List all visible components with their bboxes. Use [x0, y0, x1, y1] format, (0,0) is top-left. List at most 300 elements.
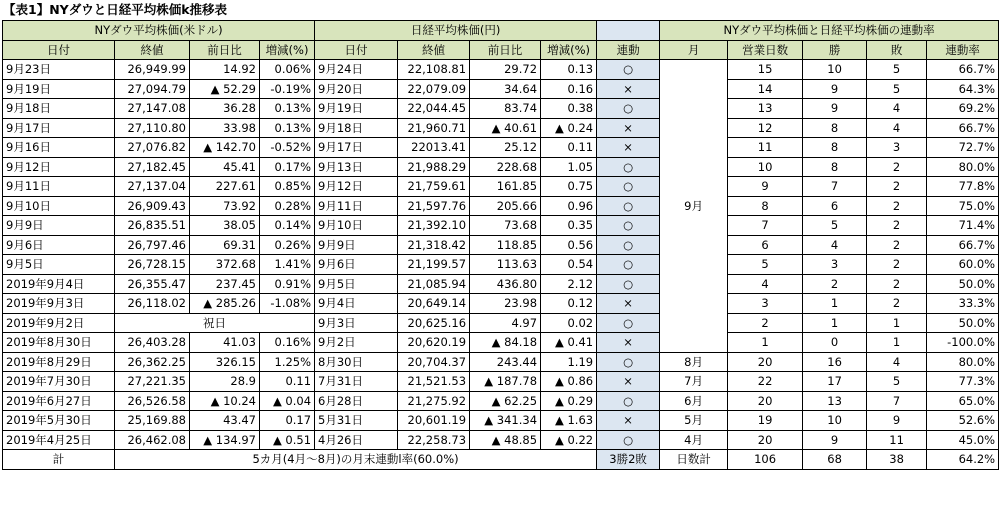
nk-date-cell: 9月17日: [315, 138, 398, 158]
days-cell: 6: [728, 235, 803, 255]
table-row: [3, 138, 999, 158]
days-cell: 15: [728, 60, 803, 80]
table-row: [3, 157, 999, 177]
rate-cell: 65.0%: [927, 391, 999, 411]
ny-pct-cell: 0.16%: [260, 333, 315, 353]
ny-pct-cell: 0.28%: [260, 196, 315, 216]
col-lose: 敗: [867, 40, 927, 60]
footer-label: 計: [3, 450, 115, 470]
rate-cell: 33.3%: [927, 294, 999, 314]
lose-cell: 2: [867, 294, 927, 314]
nk-prev-cell: 113.63: [470, 255, 541, 275]
win-cell: 9: [803, 99, 867, 119]
days-cell: 20: [728, 430, 803, 450]
col-nk-pct: 増減(%): [541, 40, 597, 60]
nk-pct-cell: 0.13: [541, 60, 597, 80]
ny-holiday-cell: 祝日: [115, 313, 315, 333]
rate-cell: -100.0%: [927, 333, 999, 353]
ny-prev-cell: 28.9: [190, 372, 260, 392]
link-cell: ○: [597, 216, 660, 236]
link-cell: ○: [597, 235, 660, 255]
link-cell: ×: [597, 138, 660, 158]
nk-date-cell: 9月2日: [315, 333, 398, 353]
nk-prev-cell: 228.68: [470, 157, 541, 177]
rate-cell: 72.7%: [927, 138, 999, 158]
month-cell: 6月: [660, 391, 728, 411]
link-cell: ×: [597, 294, 660, 314]
win-cell: 8: [803, 138, 867, 158]
rate-cell: 71.4%: [927, 216, 999, 236]
ny-prev-cell: ▲ 134.97: [190, 430, 260, 450]
nk-pct-cell: 0.12: [541, 294, 597, 314]
win-cell: 4: [803, 235, 867, 255]
ny-date-cell: 9月10日: [3, 196, 115, 216]
lose-cell: 5: [867, 372, 927, 392]
ny-date-cell: 9月5日: [3, 255, 115, 275]
nk-prev-cell: ▲ 187.78: [470, 372, 541, 392]
nk-close-cell: 21,199.57: [398, 255, 470, 275]
nk-date-cell: 9月24日: [315, 60, 398, 80]
table-row: [3, 391, 999, 411]
footer-lose: 38: [867, 450, 927, 470]
days-cell: 20: [728, 391, 803, 411]
win-cell: 16: [803, 352, 867, 372]
nk-prev-cell: 29.72: [470, 60, 541, 80]
ny-prev-cell: ▲ 285.26: [190, 294, 260, 314]
nk-prev-cell: 436.80: [470, 274, 541, 294]
ny-date-cell: 9月17日: [3, 118, 115, 138]
footer-win: 68: [803, 450, 867, 470]
ny-pct-cell: 0.13%: [260, 99, 315, 119]
nk-pct-cell: 0.38: [541, 99, 597, 119]
days-cell: 4: [728, 274, 803, 294]
month-cell: 4月: [660, 430, 728, 450]
table-row: [3, 177, 999, 197]
ny-date-cell: 9月19日: [3, 79, 115, 99]
ny-pct-cell: 0.06%: [260, 60, 315, 80]
nk-date-cell: 9月19日: [315, 99, 398, 119]
lose-cell: 2: [867, 274, 927, 294]
win-cell: 7: [803, 177, 867, 197]
nk-close-cell: 21,597.76: [398, 196, 470, 216]
rate-group-header: NYダウ平均株価と日経平均株価の連動率: [660, 21, 999, 41]
nk-date-cell: 6月28日: [315, 391, 398, 411]
win-cell: 8: [803, 118, 867, 138]
nk-prev-cell: 243.44: [470, 352, 541, 372]
ny-date-cell: 2019年8月30日: [3, 333, 115, 353]
ny-prev-cell: 38.05: [190, 216, 260, 236]
table-row: [3, 99, 999, 119]
ny-close-cell: 26,835.51: [115, 216, 190, 236]
days-cell: 20: [728, 352, 803, 372]
ny-date-cell: 2019年7月30日: [3, 372, 115, 392]
table-row: [3, 313, 999, 333]
col-month: 月: [660, 40, 728, 60]
nk-prev-cell: 23.98: [470, 294, 541, 314]
ny-pct-cell: -0.19%: [260, 79, 315, 99]
month-cell: 5月: [660, 411, 728, 431]
nk-date-cell: 7月31日: [315, 372, 398, 392]
nk-pct-cell: ▲ 1.63: [541, 411, 597, 431]
link-cell: ○: [597, 430, 660, 450]
win-cell: 1: [803, 294, 867, 314]
link-cell: ×: [597, 118, 660, 138]
col-nk-date: 日付: [315, 40, 398, 60]
lose-cell: 9: [867, 411, 927, 431]
nk-pct-cell: 0.11: [541, 138, 597, 158]
ny-date-cell: 2019年8月29日: [3, 352, 115, 372]
ny-close-cell: 27,147.08: [115, 99, 190, 119]
win-cell: 13: [803, 391, 867, 411]
win-cell: 9: [803, 430, 867, 450]
nk-pct-cell: ▲ 0.86: [541, 372, 597, 392]
ny-prev-cell: 237.45: [190, 274, 260, 294]
nk-pct-cell: ▲ 0.24: [541, 118, 597, 138]
nk-prev-cell: ▲ 341.34: [470, 411, 541, 431]
nk-close-cell: 21,759.61: [398, 177, 470, 197]
ny-close-cell: 27,076.82: [115, 138, 190, 158]
nk-pct-cell: 0.75: [541, 177, 597, 197]
nk-date-cell: 9月12日: [315, 177, 398, 197]
nk-prev-cell: ▲ 84.18: [470, 333, 541, 353]
nk-prev-cell: ▲ 62.25: [470, 391, 541, 411]
win-cell: 3: [803, 255, 867, 275]
table-row: [3, 352, 999, 372]
nk-pct-cell: 0.96: [541, 196, 597, 216]
lose-cell: 5: [867, 79, 927, 99]
ny-date-cell: 2019年9月4日: [3, 274, 115, 294]
rate-cell: 45.0%: [927, 430, 999, 450]
lose-cell: 2: [867, 157, 927, 177]
table-row: [3, 216, 999, 236]
ny-close-cell: 26,909.43: [115, 196, 190, 216]
ny-close-cell: 27,221.35: [115, 372, 190, 392]
nk-close-cell: 22,044.45: [398, 99, 470, 119]
link-cell: ○: [597, 99, 660, 119]
days-cell: 1: [728, 333, 803, 353]
days-cell: 3: [728, 294, 803, 314]
ny-pct-cell: 0.91%: [260, 274, 315, 294]
ny-date-cell: 2019年9月2日: [3, 313, 115, 333]
days-cell: 7: [728, 216, 803, 236]
nk-close-cell: 20,601.19: [398, 411, 470, 431]
nk-pct-cell: ▲ 0.29: [541, 391, 597, 411]
nk-prev-cell: 118.85: [470, 235, 541, 255]
win-cell: 2: [803, 274, 867, 294]
ny-close-cell: 26,118.02: [115, 294, 190, 314]
win-cell: 9: [803, 79, 867, 99]
nk-date-cell: 9月10日: [315, 216, 398, 236]
ny-prev-cell: ▲ 142.70: [190, 138, 260, 158]
days-cell: 22: [728, 372, 803, 392]
win-cell: 1: [803, 313, 867, 333]
nk-close-cell: 21,521.53: [398, 372, 470, 392]
nk-date-cell: 5月31日: [315, 411, 398, 431]
table-row: [3, 333, 999, 353]
table-row: [3, 235, 999, 255]
lose-cell: 2: [867, 255, 927, 275]
days-cell: 13: [728, 99, 803, 119]
lose-cell: 5: [867, 60, 927, 80]
rate-cell: 50.0%: [927, 313, 999, 333]
month-cell: 8月: [660, 352, 728, 372]
ny-close-cell: 26,526.58: [115, 391, 190, 411]
ny-close-cell: 26,355.47: [115, 274, 190, 294]
rate-cell: 80.0%: [927, 157, 999, 177]
ny-pct-cell: 0.14%: [260, 216, 315, 236]
nk-close-cell: 20,620.19: [398, 333, 470, 353]
nk-prev-cell: ▲ 48.85: [470, 430, 541, 450]
footer-days-label: 日数計: [660, 450, 728, 470]
lose-cell: 4: [867, 352, 927, 372]
lose-cell: 4: [867, 99, 927, 119]
rate-cell: 77.3%: [927, 372, 999, 392]
rate-cell: 66.7%: [927, 118, 999, 138]
ny-date-cell: 9月11日: [3, 177, 115, 197]
month-cell: 7月: [660, 372, 728, 392]
days-cell: 10: [728, 157, 803, 177]
win-cell: 10: [803, 60, 867, 80]
table-caption: 【表1】NYダウと日経平均株価k推移表: [3, 2, 228, 17]
lose-cell: 1: [867, 333, 927, 353]
win-cell: 8: [803, 157, 867, 177]
ny-pct-cell: 1.25%: [260, 352, 315, 372]
lose-cell: 2: [867, 235, 927, 255]
ny-pct-cell: 0.11: [260, 372, 315, 392]
table-row: [3, 372, 999, 392]
col-ny-prev: 前日比: [190, 40, 260, 60]
days-cell: 2: [728, 313, 803, 333]
link-cell: ○: [597, 352, 660, 372]
ny-date-cell: 9月16日: [3, 138, 115, 158]
col-nk-prev: 前日比: [470, 40, 541, 60]
table-row: [3, 430, 999, 450]
ny-date-cell: 9月9日: [3, 216, 115, 236]
ny-pct-cell: 0.85%: [260, 177, 315, 197]
nk-close-cell: 21,085.94: [398, 274, 470, 294]
rate-cell: 75.0%: [927, 196, 999, 216]
win-cell: 6: [803, 196, 867, 216]
lose-cell: 2: [867, 216, 927, 236]
nk-pct-cell: 0.16: [541, 79, 597, 99]
lose-cell: 3: [867, 138, 927, 158]
col-ny-date: 日付: [3, 40, 115, 60]
nk-prev-cell: 83.74: [470, 99, 541, 119]
stock-table: [2, 20, 999, 470]
nk-pct-cell: 0.35: [541, 216, 597, 236]
nk-close-cell: 22,258.73: [398, 430, 470, 450]
nk-prev-cell: 34.64: [470, 79, 541, 99]
nk-date-cell: 9月11日: [315, 196, 398, 216]
link-cell: ×: [597, 411, 660, 431]
nk-close-cell: 21,275.92: [398, 391, 470, 411]
nk-close-cell: 21,318.42: [398, 235, 470, 255]
nk-date-cell: 9月20日: [315, 79, 398, 99]
ny-close-cell: 26,403.28: [115, 333, 190, 353]
nk-close-cell: 20,649.14: [398, 294, 470, 314]
table-row: [3, 60, 999, 80]
ny-prev-cell: ▲ 10.24: [190, 391, 260, 411]
nk-prev-cell: ▲ 40.61: [470, 118, 541, 138]
table-row: [3, 411, 999, 431]
footer-rate: 64.2%: [927, 450, 999, 470]
ny-pct-cell: ▲ 0.51: [260, 430, 315, 450]
ny-close-cell: 27,137.04: [115, 177, 190, 197]
ny-date-cell: 9月6日: [3, 235, 115, 255]
rate-cell: 60.0%: [927, 255, 999, 275]
nk-close-cell: 21,988.29: [398, 157, 470, 177]
nk-group-header: 日経平均株価(円): [315, 21, 597, 41]
nk-pct-cell: 0.02: [541, 313, 597, 333]
ny-date-cell: 9月18日: [3, 99, 115, 119]
ny-prev-cell: 43.47: [190, 411, 260, 431]
ny-pct-cell: 0.26%: [260, 235, 315, 255]
win-cell: 17: [803, 372, 867, 392]
col-nk-close: 終値: [398, 40, 470, 60]
nk-prev-cell: 4.97: [470, 313, 541, 333]
rate-cell: 52.6%: [927, 411, 999, 431]
link-cell: ○: [597, 391, 660, 411]
nk-date-cell: 9月13日: [315, 157, 398, 177]
ny-date-cell: 2019年6月27日: [3, 391, 115, 411]
lose-cell: 2: [867, 177, 927, 197]
ny-prev-cell: 45.41: [190, 157, 260, 177]
nk-pct-cell: 0.56: [541, 235, 597, 255]
ny-prev-cell: 36.28: [190, 99, 260, 119]
rate-cell: 77.8%: [927, 177, 999, 197]
rate-cell: 66.7%: [927, 235, 999, 255]
days-cell: 19: [728, 411, 803, 431]
footer-link: 3勝2敗: [597, 450, 660, 470]
footer-summary: 5カ月(4月～8月)の月末連動l率(60.0%): [115, 450, 597, 470]
ny-close-cell: 26,362.25: [115, 352, 190, 372]
link-cell: ×: [597, 79, 660, 99]
table-row: [3, 118, 999, 138]
nk-close-cell: 22,108.81: [398, 60, 470, 80]
link-cell: ○: [597, 274, 660, 294]
ny-date-cell: 2019年4月25日: [3, 430, 115, 450]
nk-date-cell: 9月3日: [315, 313, 398, 333]
nk-pct-cell: 1.05: [541, 157, 597, 177]
days-cell: 9: [728, 177, 803, 197]
ny-prev-cell: 33.98: [190, 118, 260, 138]
lose-cell: 11: [867, 430, 927, 450]
nk-date-cell: 9月18日: [315, 118, 398, 138]
ny-close-cell: 26,797.46: [115, 235, 190, 255]
nk-date-cell: 9月9日: [315, 235, 398, 255]
ny-pct-cell: -1.08%: [260, 294, 315, 314]
link-cell: ○: [597, 313, 660, 333]
nk-close-cell: 21,392.10: [398, 216, 470, 236]
link-cell: ○: [597, 177, 660, 197]
ny-prev-cell: 73.92: [190, 196, 260, 216]
ny-date-cell: 9月12日: [3, 157, 115, 177]
lose-cell: 4: [867, 118, 927, 138]
ny-date-cell: 9月23日: [3, 60, 115, 80]
link-cell: ×: [597, 372, 660, 392]
ny-pct-cell: 0.17: [260, 411, 315, 431]
ny-date-cell: 2019年5月30日: [3, 411, 115, 431]
nk-date-cell: 9月5日: [315, 274, 398, 294]
ny-group-header: NYダウ平均株価(米ドル): [3, 21, 315, 41]
col-ny-close: 終値: [115, 40, 190, 60]
rate-cell: 80.0%: [927, 352, 999, 372]
days-cell: 5: [728, 255, 803, 275]
rate-cell: 69.2%: [927, 99, 999, 119]
table-row: [3, 294, 999, 314]
nk-pct-cell: 2.12: [541, 274, 597, 294]
ny-date-cell: 2019年9月3日: [3, 294, 115, 314]
win-cell: 5: [803, 216, 867, 236]
nk-pct-cell: 1.19: [541, 352, 597, 372]
lose-cell: 1: [867, 313, 927, 333]
ny-prev-cell: ▲ 52.29: [190, 79, 260, 99]
month-cell-sept: 9月: [660, 60, 728, 353]
days-cell: 8: [728, 196, 803, 216]
ny-pct-cell: 1.41%: [260, 255, 315, 275]
nk-pct-cell: ▲ 0.41: [541, 333, 597, 353]
nk-date-cell: 9月6日: [315, 255, 398, 275]
link-cell: ○: [597, 60, 660, 80]
nk-pct-cell: ▲ 0.22: [541, 430, 597, 450]
ny-close-cell: 26,728.15: [115, 255, 190, 275]
nk-date-cell: 9月4日: [315, 294, 398, 314]
col-ny-pct: 増減(%): [260, 40, 315, 60]
ny-close-cell: 27,182.45: [115, 157, 190, 177]
rate-cell: 64.3%: [927, 79, 999, 99]
col-link: 連動: [597, 40, 660, 60]
ny-prev-cell: 69.31: [190, 235, 260, 255]
ny-pct-cell: 0.17%: [260, 157, 315, 177]
rate-cell: 50.0%: [927, 274, 999, 294]
link-cell: ×: [597, 333, 660, 353]
ny-prev-cell: 14.92: [190, 60, 260, 80]
ny-pct-cell: -0.52%: [260, 138, 315, 158]
ny-close-cell: 26,462.08: [115, 430, 190, 450]
col-rate: 連動率: [927, 40, 999, 60]
ny-prev-cell: 41.03: [190, 333, 260, 353]
nk-prev-cell: 73.68: [470, 216, 541, 236]
lose-cell: 2: [867, 196, 927, 216]
lose-cell: 7: [867, 391, 927, 411]
nk-pct-cell: 0.54: [541, 255, 597, 275]
table-row: [3, 79, 999, 99]
table-row: [3, 274, 999, 294]
days-cell: 12: [728, 118, 803, 138]
ny-prev-cell: 326.15: [190, 352, 260, 372]
nk-close-cell: 22,079.09: [398, 79, 470, 99]
days-cell: 14: [728, 79, 803, 99]
ny-close-cell: 26,949.99: [115, 60, 190, 80]
link-cell: ○: [597, 157, 660, 177]
nk-close-cell: 22013.41: [398, 138, 470, 158]
nk-date-cell: 4月26日: [315, 430, 398, 450]
footer-days: 106: [728, 450, 803, 470]
nk-date-cell: 8月30日: [315, 352, 398, 372]
nk-close-cell: 20,704.37: [398, 352, 470, 372]
ny-prev-cell: 372.68: [190, 255, 260, 275]
rate-cell: 66.7%: [927, 60, 999, 80]
win-cell: 10: [803, 411, 867, 431]
nk-close-cell: 20,625.16: [398, 313, 470, 333]
blank-header: [597, 21, 660, 41]
ny-close-cell: 25,169.88: [115, 411, 190, 431]
ny-prev-cell: 227.61: [190, 177, 260, 197]
days-cell: 11: [728, 138, 803, 158]
nk-prev-cell: 205.66: [470, 196, 541, 216]
table-row: [3, 196, 999, 216]
footer-row: [3, 450, 999, 470]
